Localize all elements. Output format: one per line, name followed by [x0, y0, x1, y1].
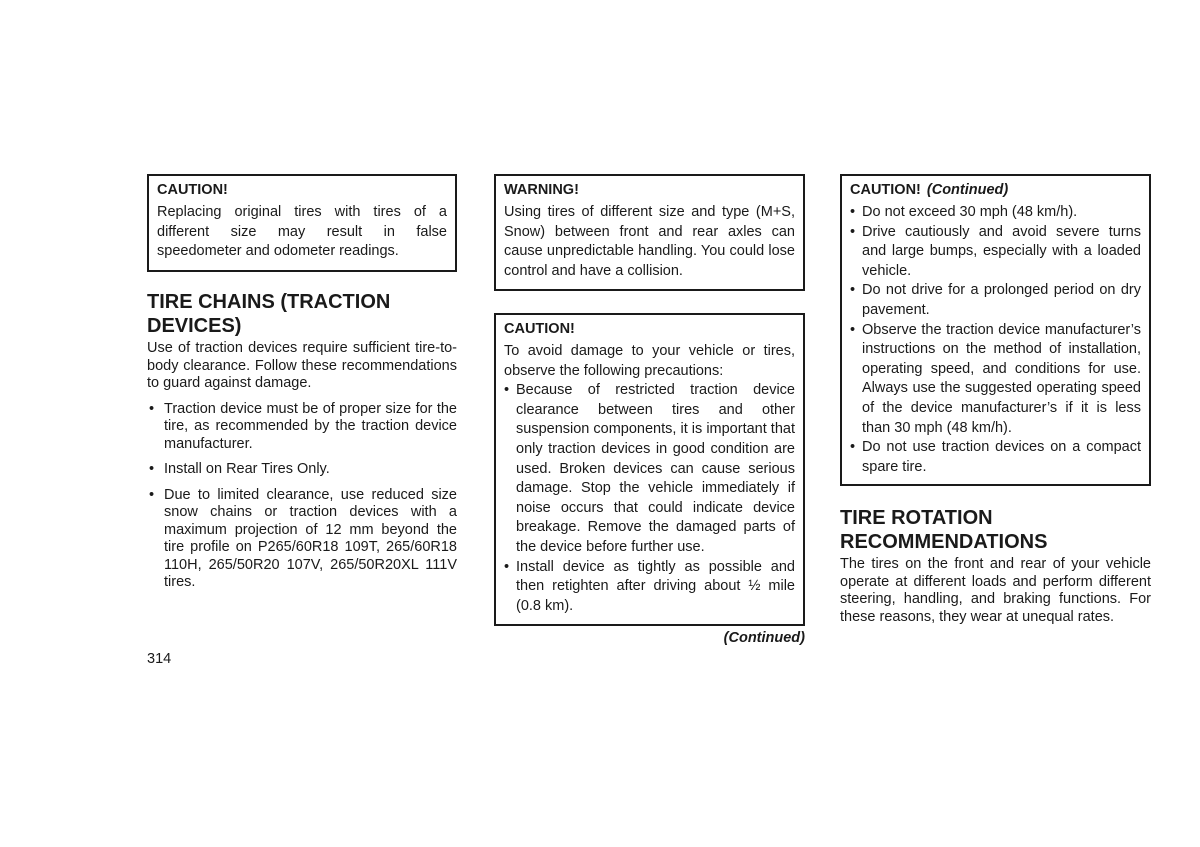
bullet-glyph: •: [850, 223, 856, 240]
bullet-glyph: •: [850, 204, 856, 220]
column-middle: [494, 174, 805, 646]
bullet-glyph: •: [149, 486, 155, 503]
page-number: 314: [147, 651, 172, 667]
caution-title: CAUTION!: [157, 182, 228, 198]
bullet-glyph: •: [504, 558, 510, 575]
list-item: • Do not drive for a prolonged period on dry pavement.: [850, 282, 1141, 318]
tire-rotation-body: The tires on the front and rear of your vehicle operate at different loads and perform different steering, handling, and braking functions. For these reasons, they wear at unequal rates.: [840, 556, 1151, 625]
list-item: • Due to limited clearance, use reduced size snow chains or traction devices with a maximum projection of 12 mm beyond the tire profile on P265/60R18 109T, 265/60R18 110H, 265/50R20 107V, 265/50R20XL 111V tires.: [149, 486, 457, 590]
warning-title: WARNING!: [504, 182, 579, 198]
column-right: [840, 174, 1151, 626]
list-item: • Install device as tightly as possible and then retighten after driving about ½ mile (0.8 km).: [504, 558, 795, 614]
caution-text: Replacing original tires with tires of a different size may result in false speedometer and odometer readings.: [157, 204, 447, 260]
bullet-glyph: •: [504, 382, 510, 399]
warning-text: Using tires of different size and type (M+S, Snow) between front and rear axles can cause unpredictable handling. You could lose control and have a collision.: [504, 204, 795, 279]
heading-tire-rotation: TIRE ROTATION RECOMMENDATIONS: [840, 507, 1048, 553]
caution-title: CAUTION!: [504, 321, 575, 337]
caution-intro: To avoid damage to your vehicle or tires, observe the following precautions:: [504, 343, 795, 379]
caution-title: CAUTION! (Continued): [850, 182, 1009, 198]
list-item: • Do not use traction devices on a compact spare tire.: [850, 439, 1141, 475]
bullet-glyph: •: [149, 461, 155, 477]
bullet-glyph: •: [149, 400, 155, 417]
warning-box: [494, 174, 805, 291]
heading-tire-chains: TIRE CHAINS (TRACTION DEVICES): [147, 291, 391, 337]
caution-list: [850, 203, 1141, 477]
list-item: • Drive cautiously and avoid severe turns and large bumps, especially with a loaded vehicle.: [850, 223, 1141, 279]
bullet-glyph: •: [850, 439, 856, 456]
list-item: • Do not exceed 30 mph (48 km/h).: [850, 203, 1141, 223]
tire-chains-intro: Use of traction devices require sufficient tire-to-body clearance. Follow these recommendations to guard against damage.: [147, 340, 457, 391]
continued-label: (Continued): [723, 630, 805, 646]
caution-box-continued: [840, 174, 1151, 486]
list-item: • Observe the traction device manufacturer’s instructions on the method of installation, operating speed, and conditions for use. Always use the suggested operating speed of the device manufacturer’s if it is less than 30 mph (48 km/h).: [850, 321, 1141, 436]
bullet-glyph: •: [850, 321, 856, 338]
caution-box-tire-size: [147, 174, 457, 272]
caution-list: [504, 381, 795, 616]
continued-label: (Continued): [926, 182, 1009, 198]
caution-box-traction: [494, 313, 805, 626]
list-item: • Traction device must be of proper size for the tire, as recommended by the traction device manufacturer.: [149, 400, 457, 452]
column-left: [147, 174, 457, 592]
tire-chains-list: [147, 401, 457, 592]
list-item: • Install on Rear Tires Only.: [149, 461, 330, 477]
list-item: • Because of restricted traction device clearance between tires and other suspension components, it is important that only traction devices in good condition are used. Broken devices can cause serious damage. Stop the vehicle immediately if noise occurs that could indicate device breakage. Remove the damaged parts of the device before further use.: [504, 382, 795, 555]
bullet-glyph: •: [850, 282, 856, 299]
